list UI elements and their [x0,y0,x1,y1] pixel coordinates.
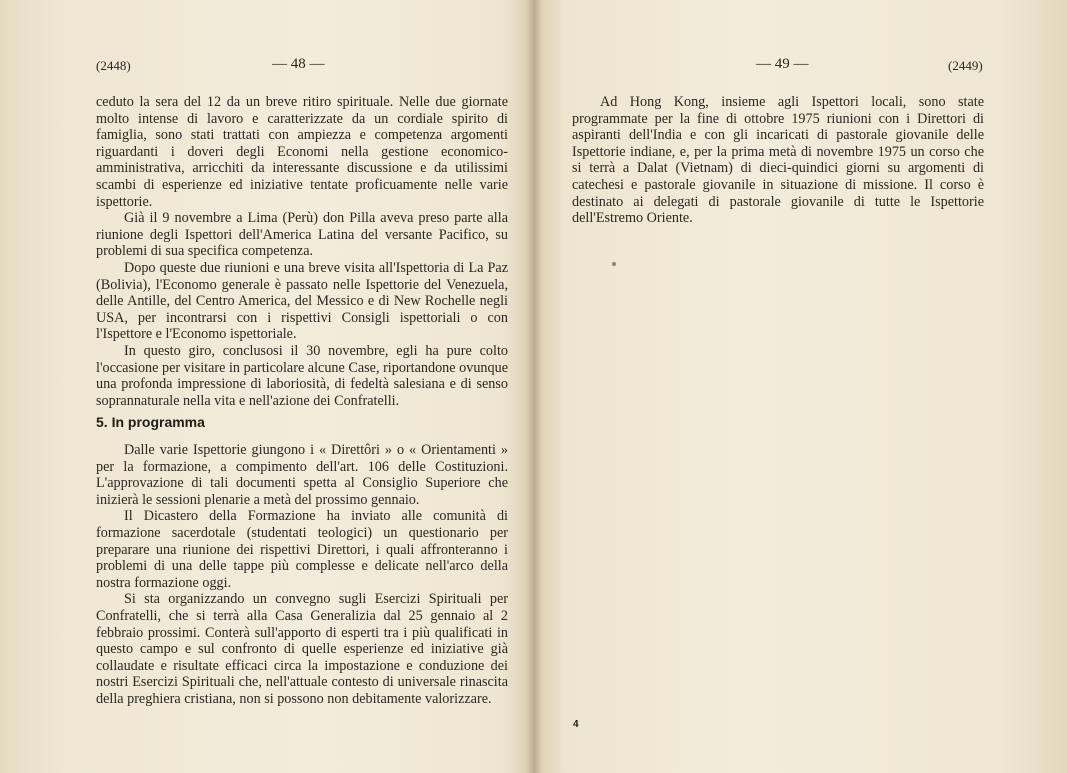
right-running-head: (2449) [948,58,983,73]
paragraph: In questo giro, conclusosi il 30 novembre, egli ha pure colto l'occasione per visitare in particolare alcune Case, riportandone ovunque una profonda impressione di laboriosità, di fedeltà salesiana e di senso soprannaturale nella vita e nell'azione dei Confratelli. [96,342,508,409]
paragraph: ceduto la sera del 12 da un breve ritiro spirituale. Nelle due giornate molto intense di lavoro e caratterizzate da un cordiale spirito di famiglia, sono stati trattati con ampiezza e competenza argomenti riguardanti i doveri degli Economi nella gestione economico-amministrativa, arricchiti da interessante discussione e da utilissimi scambi di esperienze ed iniziative tentate proficuamente nelle varie ispettorie. [96,94,508,210]
section-heading: 5. In programma [96,414,205,430]
right-text-block [572,94,984,227]
paragraph: Si sta organizzando un convegno sugli Esercizi Spirituali per Confratelli, che si terrà alla Casa Generalizia dal 25 gennaio al 2 febbraio prossimi. Conterà sull'apporto di esperti tra i più qualificati in questo campo e sul confronto di quelle esperienze ed iniziative già collaudate e risultate efficaci circa la impostazione e conduzione dei nostri Esercizi Spirituali che, nell'attuale contesto di universale rinascita della preghiera cristiana, non si possono non debitamente valorizzare. [96,591,508,707]
paragraph: Già il 9 novembre a Lima (Perù) don Pilla aveva preso parte alla riunione degli Ispettori dell'America Latina del versante Pacifico, su problemi di sua specifica competenza. [96,210,508,260]
right-page-number: — 49 — [756,56,809,72]
left-running-head: (2448) [96,58,131,73]
paragraph: Il Dicastero della Formazione ha inviato alle comunità di formazione sacerdotale (studentati teologici) un questionario per preparare una riunione dei rispettivi Direttori, i quali affronteranno i problemi di una delle tappe più complesse e delicate nell'arco della nostra formazione oggi. [96,508,508,591]
signature-mark: 4 [573,719,579,730]
right-page [534,0,1067,773]
left-text-block-1 [96,94,508,409]
ink-speck [612,262,616,266]
paragraph: Ad Hong Kong, insieme agli Ispettori locali, sono state programmate per la fine di ottobre 1975 riunioni con i Direttori di aspiranti dell'India e con gli incaricati di pastorale giovanile delle Ispettorie indiane, e, per la prima metà di novembre 1975 un corso che si terrà a Dalat (Vietnam) di dieci-quindici giorni su argomenti di catechesi e pastorale giovanile in situazione di missione. Il corso è destinato ai delegati di pastorale giovanile di tutte le Ispettorie dell'Estremo Oriente. [572,94,984,227]
left-page-number: — 48 — [272,56,325,72]
left-text-block-2 [96,442,508,708]
paragraph: Dopo queste due riunioni e una breve visita all'Ispettoria di La Paz (Bolivia), l'Economo generale è passato nelle Ispettorie del Venezuela, delle Antille, del Centro America, del Messico e di New Rochelle negli USA, per incontrarsi con i rispettivi Consigli ispettoriali o con l'Ispettore e l'Economo ispettoriale. [96,259,508,343]
paragraph: Dalle varie Ispettorie giungono i « Direttôri » o « Orientamenti » per la formazione, a compimento dell'art. 106 delle Costituzioni. L'approvazione di tali documenti spetta al Consiglio Superiore che inizierà le sessioni plenarie a metà del prossimo gennaio. [96,442,508,508]
